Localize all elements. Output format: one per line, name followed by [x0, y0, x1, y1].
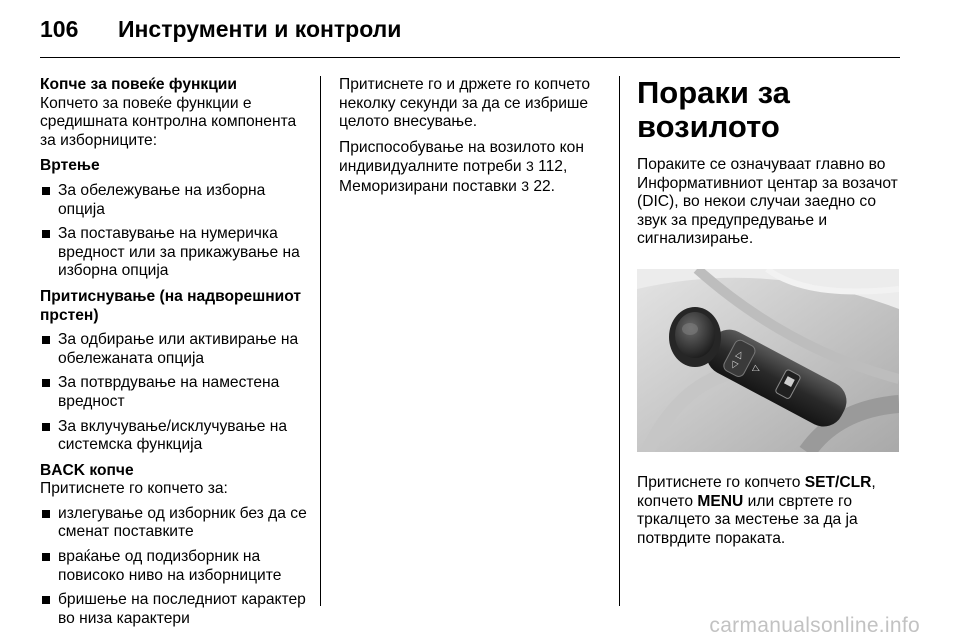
bullet-icon [42, 596, 50, 604]
set-clr-button-label: SET/CLR [804, 473, 872, 491]
list-item [40, 331, 312, 368]
list-item-text: враќање од подизборник на повисоко ниво на изборниците [58, 548, 282, 584]
paragraph: Притиснете го и држете го копчето неколку секунди за да се избрише целото внесување. [339, 76, 591, 131]
steering-column-stalk-illustration [637, 269, 899, 452]
watermark: carmanualsonline.info [709, 614, 920, 637]
bullet-icon [42, 187, 50, 195]
list-item-text: бришење на последниот карактер во низа карактери [58, 591, 306, 627]
column-divider [320, 76, 321, 606]
page-reference-arrow-icon: 3 [525, 158, 534, 175]
page-title: Инструменти и контроли [118, 16, 402, 42]
stalk-image [637, 269, 899, 452]
column-divider [619, 76, 620, 606]
list-item-text: За поставување на нумеричка вредност или за прикажување на изборна опција [58, 225, 300, 280]
list-item [40, 374, 312, 411]
page-header [40, 16, 401, 50]
paragraph [339, 139, 607, 197]
text-run: 112, Меморизирани поставки [339, 158, 568, 195]
page-number: 106 [40, 16, 79, 42]
list-item [40, 548, 312, 585]
list-item-text: За потврдување на наместена вредност [58, 374, 280, 410]
section-title: Пораки за возилото [637, 75, 790, 144]
subheading: Притиснување (на надворешниот прстен) [40, 287, 301, 324]
bullet-list [40, 182, 312, 281]
svg-text:▽: ▽ [728, 359, 740, 372]
text-run: Притиснете го копчето [637, 473, 805, 491]
list-item-text: За вклучување/исклучување на системска функција [58, 417, 288, 454]
text-run: Приспособување на возилото кон индивидуалните потреби [339, 138, 584, 176]
column-2 [339, 76, 607, 197]
subheading: BACK копче [40, 461, 134, 479]
paragraph: Пораките се означуваат главно во Информативниот центар за возачот (DIC), во некои случаи заедно со звук за предупредување и сигнализирање. [637, 156, 898, 248]
svg-text:▷: ▷ [751, 363, 762, 376]
section-heading: Копче за повеќе функции [40, 76, 237, 93]
paragraph: Копчето за повеќе функции е средишната контролна компонента за изборниците: [40, 94, 297, 149]
header-divider [40, 57, 900, 58]
column-1 [40, 76, 312, 628]
text-run: или свртете го тркалцето за местење за да ја потврдите пораката. [637, 492, 858, 547]
list-item-text: За одбирање или активирање на обележаната опција [58, 331, 299, 367]
paragraph [637, 474, 903, 548]
list-item-text: За обележување на изборна опција [58, 181, 266, 218]
list-item [40, 182, 312, 219]
bullet-icon [42, 230, 50, 238]
bullet-list [40, 505, 312, 629]
svg-text:△: △ [734, 348, 745, 361]
text-run: 22. [528, 177, 555, 195]
paragraph: Притиснете го копчето за: [40, 480, 228, 498]
bullet-icon [42, 423, 50, 431]
subheading: Вртење [40, 157, 100, 175]
menu-button-label: MENU [697, 492, 744, 510]
bullet-icon [42, 336, 50, 344]
list-item-text: излегување од изборник без да се сменат поставките [58, 504, 307, 541]
bullet-icon [42, 510, 50, 518]
text-run: , копчето [637, 473, 876, 510]
column-3 [637, 76, 903, 548]
bullet-list [40, 331, 312, 455]
list-item [40, 505, 312, 542]
bullet-icon [42, 379, 50, 387]
list-item [40, 591, 312, 628]
list-item [40, 225, 312, 281]
bullet-icon [42, 553, 50, 561]
list-item [40, 418, 312, 455]
page-reference-arrow-icon: 3 [521, 177, 529, 194]
